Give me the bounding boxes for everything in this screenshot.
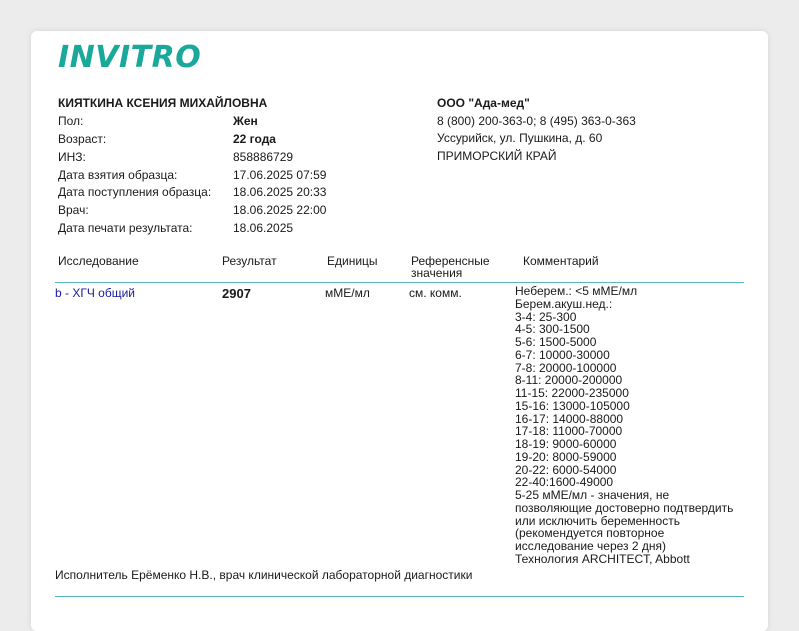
comment-line: 15-16: 13000-105000	[515, 398, 630, 413]
clinic-address: Уссурийск, ул. Пушкина, д. 60	[437, 131, 603, 145]
comment-line: 22-40:1600-49000	[515, 475, 614, 490]
comment-line: 11-15: 22000-235000	[515, 386, 629, 400]
comment-line: Технология ARCHITECT, Abbott	[515, 551, 690, 566]
sample-taken-label: Дата взятия образца:	[58, 168, 178, 182]
column-header-comment: Комментарий	[523, 254, 599, 268]
comment-line: 18-19: 9000-60000	[515, 437, 617, 451]
comment-line: или исключить беременность	[515, 513, 680, 528]
invitro-logo: INVITRO	[58, 40, 202, 75]
comment-line: 19-20: 8000-59000	[515, 449, 617, 464]
test-name-link[interactable]: b - ХГЧ общий	[55, 286, 135, 300]
sample-taken-value: 17.06.2025 07:59	[233, 168, 327, 182]
comment-line: 5-6: 1500-5000	[515, 335, 597, 349]
reference-value: см. комм.	[409, 286, 462, 300]
sample-received-value: 18.06.2025 20:33	[233, 185, 327, 199]
print-date-label: Дата печати результата:	[58, 221, 193, 235]
clinic-region: ПРИМОРСКИЙ КРАЙ	[437, 149, 557, 163]
comment-line: 6-7: 10000-30000	[515, 347, 610, 362]
comment-line: 17-18: 11000-70000	[515, 424, 623, 439]
column-header-reference	[411, 255, 490, 279]
comment-line: 3-4: 25-300	[515, 309, 577, 324]
column-header-test: Исследование	[58, 254, 139, 268]
comment-line: исследование через 2 дня)	[515, 539, 667, 553]
inz-label: ИНЗ:	[58, 150, 86, 164]
clinic-name: ООО "Ада-мед"	[437, 96, 530, 110]
comment-line: 8-11: 20000-200000	[515, 373, 623, 388]
performer-signature: Исполнитель Ерёменко Н.В., врач клинической лабораторной диагностики	[55, 568, 473, 582]
comment-line: (рекомендуется повторное	[515, 526, 665, 541]
comment-line: 7-8: 20000-100000	[515, 360, 617, 375]
print-date-value: 18.06.2025	[233, 221, 294, 235]
result-value: 2907	[222, 286, 251, 301]
sex-value: Жен	[233, 114, 258, 128]
comment-line: 4-5: 300-1500	[515, 322, 590, 337]
comment-list	[515, 285, 745, 566]
patient-name: КИЯТКИНА КСЕНИЯ МИХАЙЛОВНА	[58, 96, 268, 110]
doctor-value: 18.06.2025 22:00	[233, 203, 327, 217]
age-label: Возраст:	[58, 132, 107, 146]
doctor-label: Врач:	[58, 203, 89, 217]
clinic-phones: 8 (800) 200-363-0; 8 (495) 363-0-363	[437, 114, 636, 128]
column-header-reference-line2: значения	[411, 266, 463, 280]
column-header-reference-line1: Референсные	[411, 254, 490, 268]
comment-line: 20-22: 6000-54000	[515, 462, 617, 477]
comment-line: позволяющие достоверно подтвердить	[515, 500, 734, 515]
column-header-result: Результат	[222, 254, 277, 268]
sex-label: Пол:	[58, 114, 84, 128]
age-value: 22 года	[233, 132, 276, 146]
inz-value: 858886729	[233, 150, 294, 164]
units-value: мМЕ/мл	[325, 286, 370, 300]
sample-received-label: Дата поступления образца:	[58, 185, 212, 199]
comment-line: Берем.акуш.нед.:	[515, 296, 613, 311]
comment-line: 16-17: 14000-88000	[515, 411, 624, 426]
comment-line: Неберем.: <5 мМЕ/мл	[515, 284, 638, 298]
comment-line: 5-25 мМЕ/мл - значения, не	[515, 488, 670, 502]
column-header-units: Единицы	[327, 254, 378, 268]
footer-divider	[55, 596, 744, 597]
table-header-divider	[55, 282, 744, 283]
